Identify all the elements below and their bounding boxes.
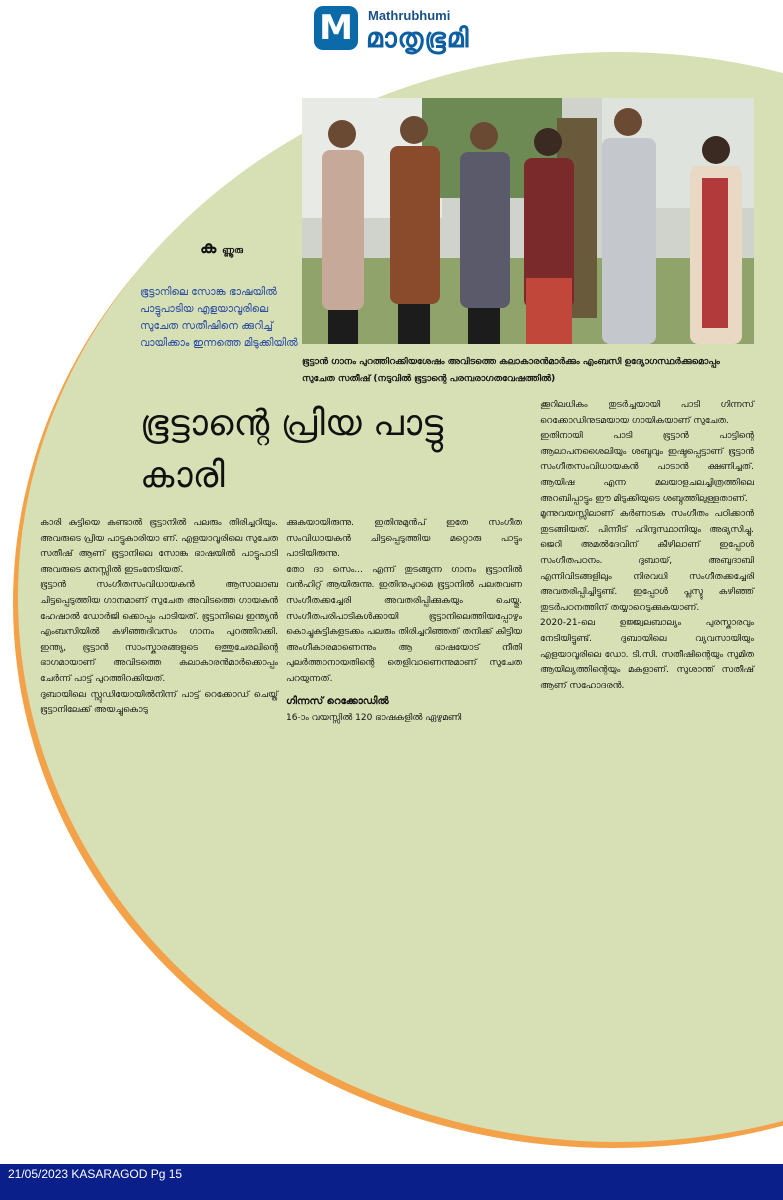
article-column-3 (540, 398, 754, 694)
paragraph: കാരി കുട്ടിയെ കണ്ടാൽ ഭൂട്ടാനിൽ പലരും തിരിച്ചറിയും. അവരുടെ പ്രിയ പാട്ടുകാരിയാ ണ്. എളയാവൂരിലെ സുചേത സതീഷ് ആണ് ഭൂട്ടാനിലെ സോങ്ക ഭാഷയിൽ പാട്ടുപാടി അവരുടെ മനസ്സിൽ ഇടംനേടിയത്. (40, 518, 278, 575)
dateline (200, 238, 243, 258)
paragraph: ക്കുകയായിരുന്നു. ഇതിനുമുൻപ് ഇതേ സംഗീത സംവിധായകൻ ചിട്ടപ്പെടുത്തിയ മറ്റൊരു പാട്ടും പാടിയിരുന്നു. (286, 518, 522, 560)
dateline-place: ണ്ണൂരു (222, 246, 243, 256)
paragraph: മൂന്നുവയസ്സിലാണ് കർണാടക സംഗീതം പഠിക്കാൻ തുടങ്ങിയത്. പിന്നീട് ഹിന്ദുസ്ഥാനിയും അഭ്യസിച്ചു. ജെറി അമൽദേവിന് കീഴിലാണ് ഇപ്പോൾ സംഗീതപഠനം. ദുബായ്, അബുദാബി എന്നിവിടങ്ങളിലും നിരവധി സംഗീതക്കച്ചേരി അവതരിപ്പിച്ചിട്ടുണ്ട്. ഇപ്പോൾ പ്ലസ്ടു കഴിഞ്ഞ് തുടർപഠനത്തിന് തയ്യാറെടുക്കുകയാണ്. (540, 509, 754, 613)
group-photo-image (302, 98, 754, 344)
masthead-name-malayalam: മാതൃഭൂമി (366, 23, 470, 54)
page-info: 21/05/2023 KASARAGOD Pg 15 (8, 1167, 183, 1181)
article-column-1 (40, 516, 278, 719)
article-column-2 (286, 516, 522, 726)
masthead-name-english: Mathrubhumi (368, 8, 451, 23)
headline: ഭൂട്ടാന്റെ പ്രിയ പാട്ടു കാരി (140, 403, 444, 496)
subheading: ഗിന്നസ് റെക്കോഡിൽ (286, 695, 389, 707)
paragraph: ക്കൂറിലധികം തുടർച്ചയായി പാടി ഗിന്നസ് റെക്കോഡിനുടമയായ ഗായികയാണ് സുചേത. (540, 400, 754, 426)
masthead (0, 0, 783, 62)
paragraph: ഭൂട്ടാൻ സംഗീതസംവിധായകൻ ആസാലാബ ചിട്ടപ്പെടുത്തിയ ഗാനമാണ് സുചേത അവിടത്തെ ഗായകൻ ഹേഷാൽ ഡോർജി ക്കൊപ്പം പാടിയത്. ഭൂട്ടാനിലെ ഇന്ത്യൻ എംബസിയിൽ കഴിഞ്ഞദിവസം ഗാനം പുറത്തിറക്കി. ഇന്ത്യ, ഭൂട്ടാൻ സാംസ്കാരങ്ങളുടെ ഒത്തുചേരലിന്റെ ഭാഗമായാണ് അവിടത്തെ കലാകാരൻമാർക്കൊപ്പം ചേർന്ന് പാട്ട് പുറത്തിറക്കിയത്. (40, 580, 278, 684)
mathrubhumi-logo-icon[interactable]: M (314, 6, 358, 50)
dateline-initial: ക (200, 238, 217, 258)
paragraph: ഇതിനായി പാടി ഭൂട്ടാൻ പാട്ടിന്റെ ആലാപനശൈലിയും ശബ്ദവും ഇഷ്ടപ്പെട്ടാണ് ഭൂട്ടാൻ സംഗീതസംവിധായകൻ പാടാൻ ക്ഷണിച്ചത്. ആയിഷ എന്ന മലയാളചലച്ചിത്രത്തിലെ അറബിപ്പാട്ടും ഈ മിടുക്കിയുടെ ശബ്ദത്തിലുള്ളതാണ്. (540, 431, 754, 504)
paragraph: 2020-21-ലെ ഉജ്ജ്വലബാല്യം പുരസ്കാരവും നേടിയിട്ടുണ്ട്. ദുബായിലെ വ്യവസായിയും എളയാവൂരിലെ ഡോ. ടി.സി. സതീഷിന്റെയും സുമിത ആയില്യത്തിന്റെയും മകളാണ്. സുശാന്ത് സതീഷ് ആണ് സഹോദരൻ. (540, 618, 754, 691)
paragraph: തോ ദാ സെം... എന്ന് തുടങ്ങുന്ന ഗാനം ഭൂട്ടാനിൽ വൻഹിറ്റ് ആയിരുന്നു. ഇതിനുപുറമെ ഭൂട്ടാനിൽ പലതവണ സംഗീതക്കച്ചേരി അവതരിപ്പിക്കുകയും ചെയ്തു. സംഗീതപരിപാടികൾക്കായി ഭൂട്ടാനിലെത്തിയപ്പോഴും കൊച്ചുകുട്ടികളടക്കം പലരും തിരിച്ചറിഞ്ഞത് തനിക്ക് കിട്ടിയ അംഗീകാരമാണെന്നും ആ ഭാഷയോട് നീതി പുലർത്താനായതിന്റെ തെളിവാണെന്നുമാണ് സുചേത പറയുന്നത്. (286, 564, 522, 684)
article-photo (302, 98, 754, 344)
footer-bar (0, 1164, 783, 1200)
paragraph: ദുബായിലെ സ്റ്റുഡിയോയിൽനിന്ന് പാട്ട് റെക്കോഡ് ചെയ്ത് ഭൂട്ടാനിലേക്ക് അയച്ചുകൊടു (40, 689, 278, 716)
teaser-blurb: ഭൂട്ടാനിലെ സോങ്ക ഭാഷയിൽ പാട്ടുപാടിയ എളയാവൂരിലെ സുചേത സതീഷിനെ ക്കുറിച്ച് വായിക്കാം ഇന്നത്തെ മിടുക്കിയിൽ (140, 286, 298, 349)
paragraph: 16-ാം വയസ്സിൽ 120 ഭാഷകളിൽ ഏഴുമണി (286, 712, 462, 723)
photo-caption: ഭൂട്ടാൻ ഗാനം പുറത്തിറക്കിയശേഷം അവിടത്തെ കലാകാരൻമാർക്കും എംബസി ഉദ്യോഗസ്ഥർക്കുമൊപ്പം സുചേത സതീഷ് (നടുവിൽ ഭൂട്ടാന്റെ പരമ്പരാഗതവേഷത്തിൽ) (302, 357, 720, 384)
